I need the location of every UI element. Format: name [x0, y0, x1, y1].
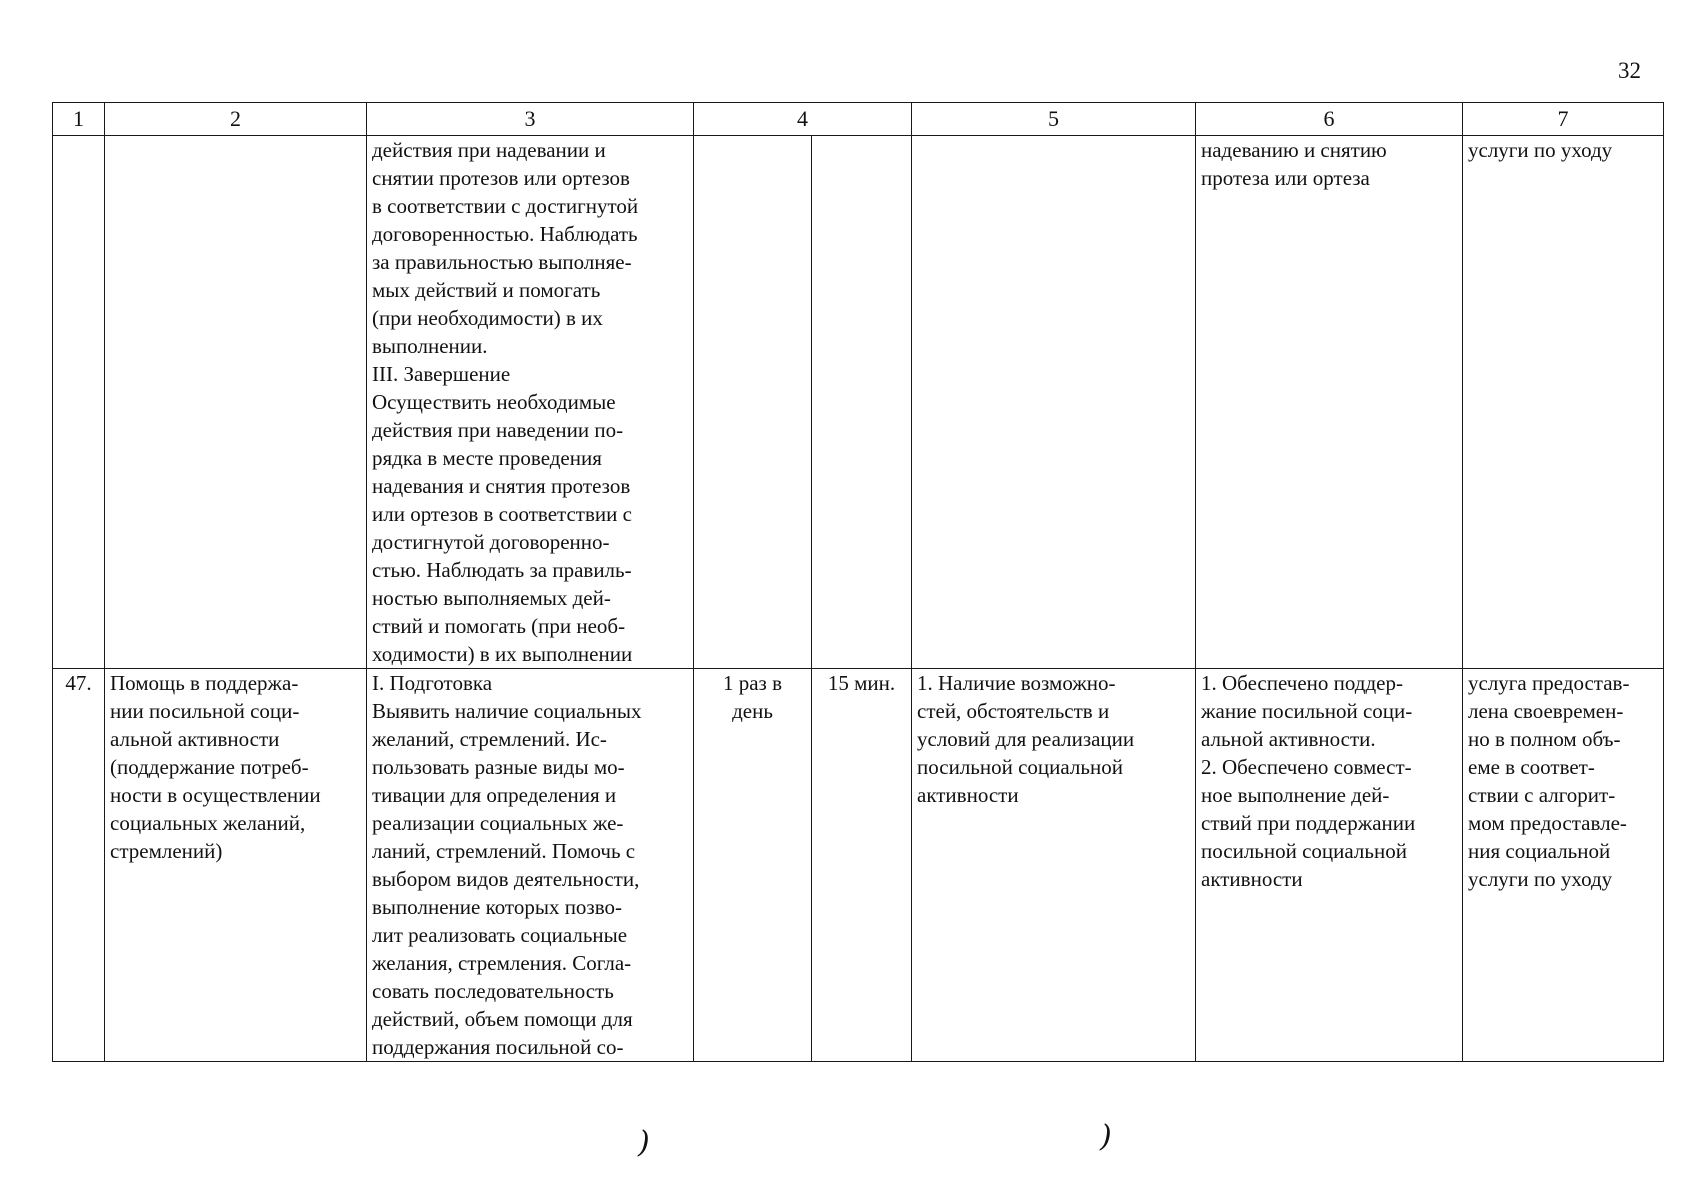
cont-evaluation-cell: услуги по уходу: [1463, 136, 1664, 669]
cont-duration-cell: [812, 136, 912, 669]
header-col-6: 6: [1196, 103, 1463, 136]
header-col-1: 1: [53, 103, 105, 136]
table-row: [53, 669, 1664, 1062]
item-name-cell: Помощь в поддержа- нии посильной соци- альной активности (поддержание потреб- ности в осуществлении социальных желаний, стремлений): [105, 669, 367, 1062]
services-table: [52, 102, 1664, 1062]
header-col-7: 7: [1463, 103, 1664, 136]
header-col-3: 3: [367, 103, 694, 136]
item-description-cell: I. Подготовка Выявить наличие социальных желаний, стремлений. Ис- пользовать разные виды мо- тивации для определения и реализации социальных же- ланий, стремлений. Помочь с выбором видов деятельности, выполнение которых позво- лит реализовать социальные желания, стремления. Согла- совать последовательность действий, объем помощи для поддержания посильной со-: [367, 669, 694, 1062]
pen-mark: ): [1100, 1119, 1112, 1154]
item-conditions-cell: 1. Наличие возможно- стей, обстоятельств и условий для реализации посильной социальной активности: [912, 669, 1196, 1062]
item-duration-cell: 15 мин.: [812, 669, 912, 1062]
page-number: 32: [1618, 58, 1641, 83]
table-row: [53, 136, 1664, 669]
cont-number-cell: [53, 136, 105, 669]
item-evaluation-cell: услуга предостав- лена своевремен- но в полном объ- еме в соответ- ствии с алгорит- мом предоставле- ния социальной услуги по уходу: [1463, 669, 1664, 1062]
table-header-row: [53, 103, 1664, 136]
header-col-4: 4: [694, 103, 912, 136]
header-col-2: 2: [105, 103, 367, 136]
cont-name-cell: [105, 136, 367, 669]
cont-description-cell: действия при надевании и снятии протезов или ортезов в соответствии с достигнутой договоренностью. Наблюдать за правильностью выполняе- мых действий и помогать (при необходимости) в их выполнении. III. Завершение Осуществить необходимые действия при наведении по- рядка в месте проведения надевания и снятия протезов или ортезов в соответствии с достигнутой договоренно- стью. Наблюдать за правиль- ностью выполняемых дей- ствий и помогать (при необ- ходимости) в их выполнении: [367, 136, 694, 669]
cont-frequency-cell: [694, 136, 812, 669]
header-col-5: 5: [912, 103, 1196, 136]
cont-conditions-cell: [912, 136, 1196, 669]
item-frequency-cell: 1 раз в день: [694, 669, 812, 1062]
cont-results-cell: надеванию и снятию протеза или ортеза: [1196, 136, 1463, 669]
pen-mark: ): [638, 1125, 650, 1160]
item-number-cell: 47.: [53, 669, 105, 1062]
item-results-cell: 1. Обеспечено поддер- жание посильной соци- альной активности. 2. Обеспечено совмест- ное выполнение дей- ствий при поддержании посильной социальной активности: [1196, 669, 1463, 1062]
